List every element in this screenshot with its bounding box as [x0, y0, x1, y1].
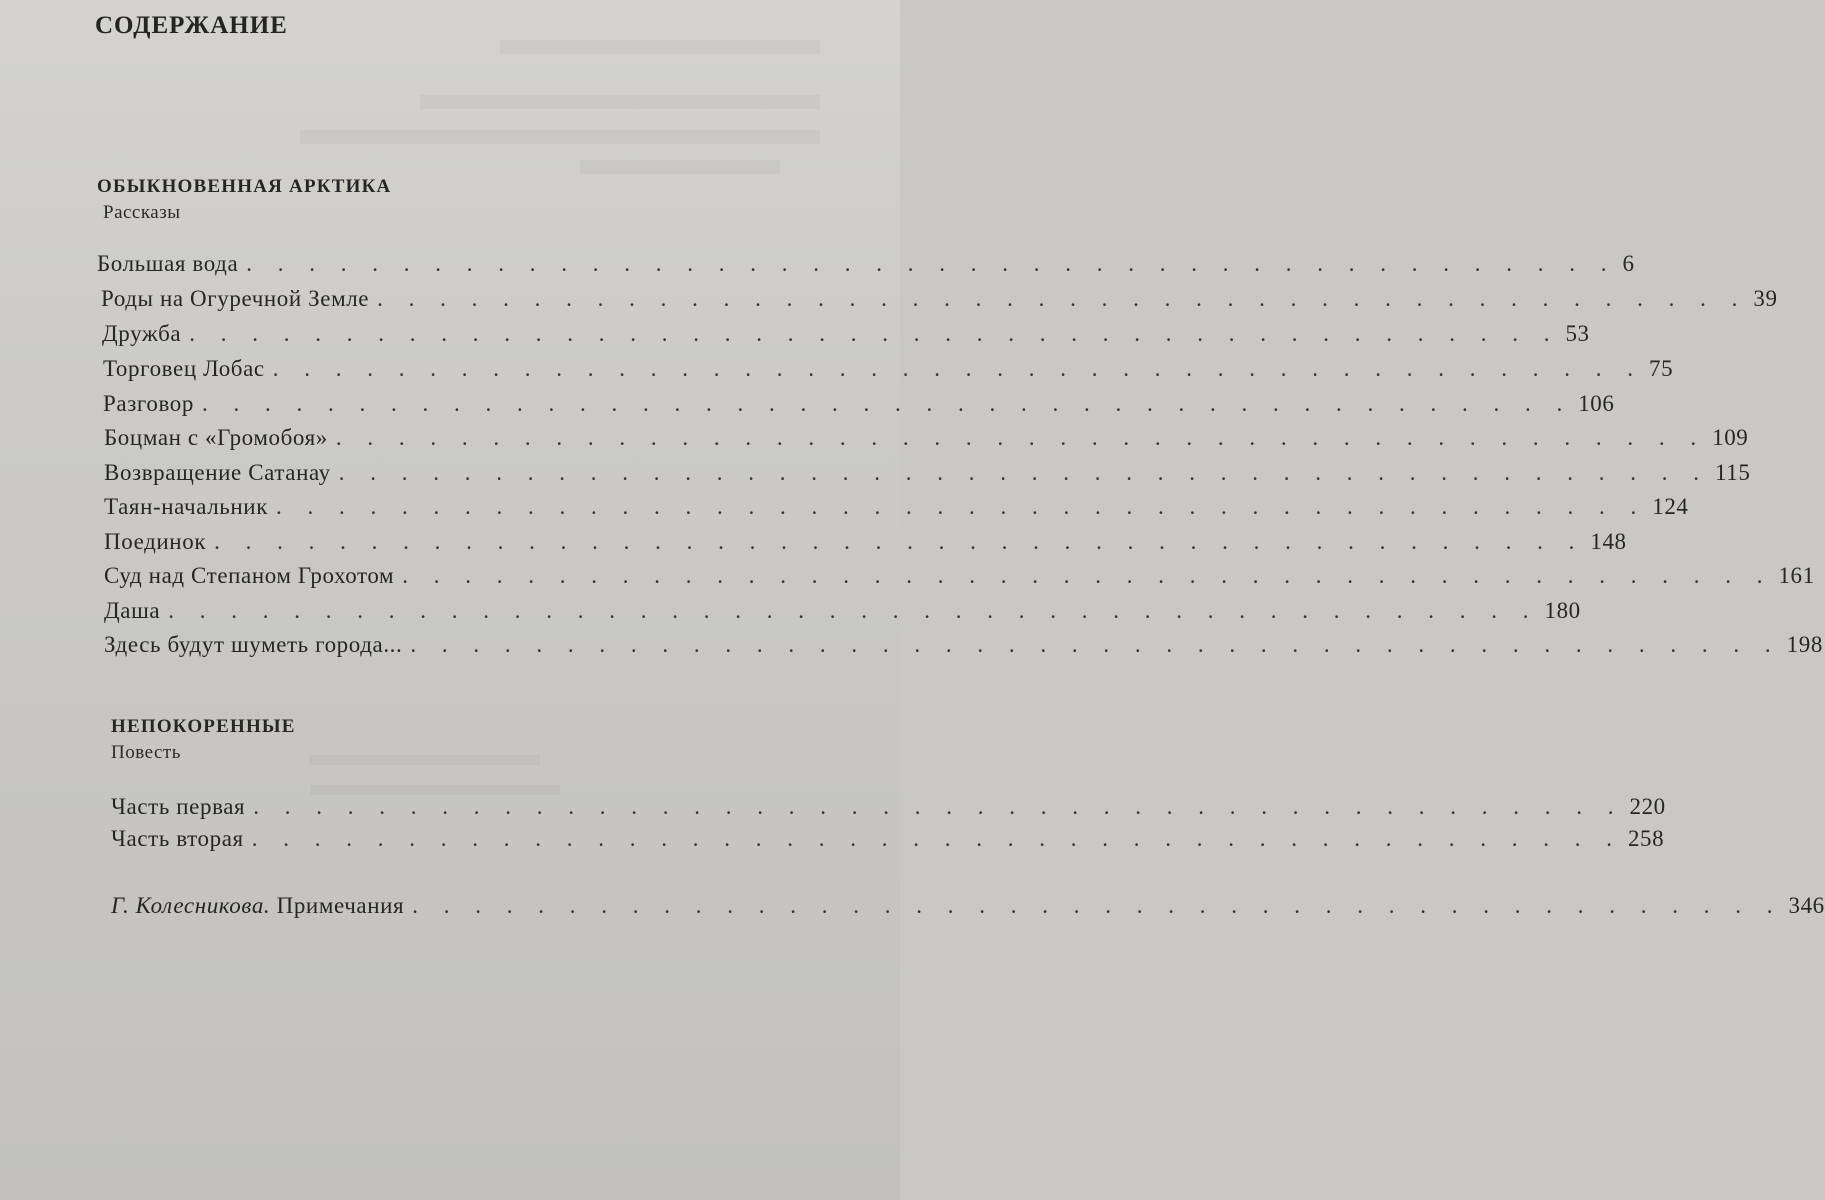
notes-label: Примечания [276, 893, 405, 918]
toc-entry[interactable] [101, 286, 1778, 316]
toc-leader-dots: . . . . . . . . . . . . . . . . . . . . . . . . . . . . . . . . . . . . . . . . . . . . [168, 598, 1539, 623]
toc-leader-dots: . . . . . . . . . . . . . . . . . . . . . . . . . . . . . . . . . . . . . . . . . . . . [335, 425, 1707, 450]
toc-entry[interactable] [104, 598, 1581, 628]
toc-leader-dots: . . . . . . . . . . . . . . . . . . . . . . . . . . . . . . . . . . . . . . . . . . . . [214, 529, 1585, 554]
bleed-through-mark [500, 40, 820, 54]
toc-entry-label: Часть вторая [111, 826, 244, 851]
toc-page-number: 148 [1590, 529, 1627, 554]
toc-leader-dots: . . . . . . . . . . . . . . . . . . . . . . . . . . . . . . . . . . . . . . . . . . . . [251, 826, 1622, 851]
toc-leader-dots: . . . . . . . . . . . . . . . . . . . . . . . . . . . . . . . . . . . . . . . . . . . . [275, 494, 1647, 519]
toc-entry-label: Здесь будут шуметь города... [104, 632, 403, 657]
toc-entry-label: Дружба [102, 321, 182, 346]
page-title: СОДЕРЖАНИЕ [95, 12, 288, 39]
toc-page-number: 346 [1788, 893, 1825, 918]
toc-entry[interactable] [103, 391, 1615, 421]
toc-leader-dots: . . . . . . . . . . . . . . . . . . . . . . . . . . . . . . . . . . . . . . . . . . . . [189, 321, 1560, 346]
toc-entry-label: Даша [104, 598, 161, 623]
notes-author: Г. Колесникова. [111, 893, 271, 918]
toc-page-number: 53 [1565, 321, 1590, 346]
toc-entry-label: Часть первая [111, 794, 246, 819]
toc-entry-label: Таян-начальник [104, 494, 268, 519]
bleed-through-mark [300, 130, 820, 144]
toc-entry[interactable] [104, 563, 1815, 593]
section-title-arctic: ОБЫКНОВЕННАЯ АРКТИКА [97, 176, 392, 197]
toc-page-number: 124 [1652, 494, 1689, 519]
toc-leader-dots: . . . . . . . . . . . . . . . . . . . . . . . . . . . . . . . . . . . . . . . . . . . . [272, 356, 1643, 381]
toc-page-number: 106 [1578, 391, 1615, 416]
toc-entry[interactable] [104, 425, 1749, 455]
toc-entry[interactable] [104, 494, 1689, 524]
toc-page-number: 6 [1622, 251, 1635, 276]
toc-entry-label: Возвращение Сатанау [104, 460, 331, 485]
toc-entry[interactable] [97, 251, 1635, 281]
toc-entry-label: Боцман с «Громобоя» [104, 425, 328, 450]
toc-page-number: 161 [1778, 563, 1815, 588]
section-subtitle-stories: Рассказы [103, 202, 181, 223]
section-title-unconquered: НЕПОКОРЕННЫЕ [111, 716, 296, 737]
toc-entry-label: Большая вода [97, 251, 239, 276]
toc-entry[interactable] [102, 321, 1590, 351]
bleed-through-mark [580, 160, 780, 174]
toc-leader-dots: . . . . . . . . . . . . . . . . . . . . . . . . . . . . . . . . . . . . . . . . . . . . [412, 893, 1783, 918]
toc-entry-label: Роды на Огуречной Земле [101, 286, 370, 311]
toc-entry-notes[interactable] [111, 893, 1825, 923]
bleed-through-mark [310, 755, 540, 765]
toc-page-number: 180 [1544, 598, 1581, 623]
toc-entry-label: Разговор [103, 391, 194, 416]
toc-entry[interactable] [104, 632, 1823, 662]
toc-entry[interactable] [104, 460, 1751, 490]
toc-leader-dots: . . . . . . . . . . . . . . . . . . . . . . . . . . . . . . . . . . . . . . . . . . . . [410, 632, 1781, 657]
toc-entry[interactable] [111, 826, 1665, 856]
toc-page-number: 75 [1648, 356, 1674, 381]
toc-leader-dots: . . . . . . . . . . . . . . . . . . . . . . . . . . . . . . . . . . . . . . . . . . . . [201, 391, 1573, 416]
toc-page-number: 109 [1712, 425, 1749, 450]
toc-entry[interactable] [103, 356, 1674, 386]
toc-page-number: 198 [1786, 632, 1823, 657]
section-subtitle-novella: Повесть [111, 742, 181, 763]
toc-leader-dots: . . . . . . . . . . . . . . . . . . . . . . . . . . . . . . . . . . . . . . . . . . . . [402, 563, 1773, 588]
toc-page-number: 39 [1753, 286, 1778, 311]
toc-leader-dots: . . . . . . . . . . . . . . . . . . . . . . . . . . . . . . . . . . . . . . . . . . . . [246, 251, 1617, 276]
toc-leader-dots: . . . . . . . . . . . . . . . . . . . . . . . . . . . . . . . . . . . . . . . . . . . . [377, 286, 1748, 311]
toc-entry-label: Торговец Лобас [103, 356, 265, 381]
bleed-through-mark [420, 95, 820, 109]
toc-page-number: 258 [1627, 826, 1665, 851]
toc-entry-label: Суд над Степаном Грохотом [104, 563, 395, 588]
toc-page-number: 115 [1714, 460, 1751, 485]
toc-entry[interactable] [104, 529, 1627, 559]
toc-entry[interactable] [111, 794, 1666, 824]
toc-entry-label [111, 893, 404, 919]
toc-page-number: 220 [1629, 794, 1666, 819]
toc-leader-dots: . . . . . . . . . . . . . . . . . . . . . . . . . . . . . . . . . . . . . . . . . . . . [253, 794, 1624, 819]
toc-entry-label: Поединок [104, 529, 207, 554]
toc-leader-dots: . . . . . . . . . . . . . . . . . . . . . . . . . . . . . . . . . . . . . . . . . . . . [338, 460, 1709, 485]
